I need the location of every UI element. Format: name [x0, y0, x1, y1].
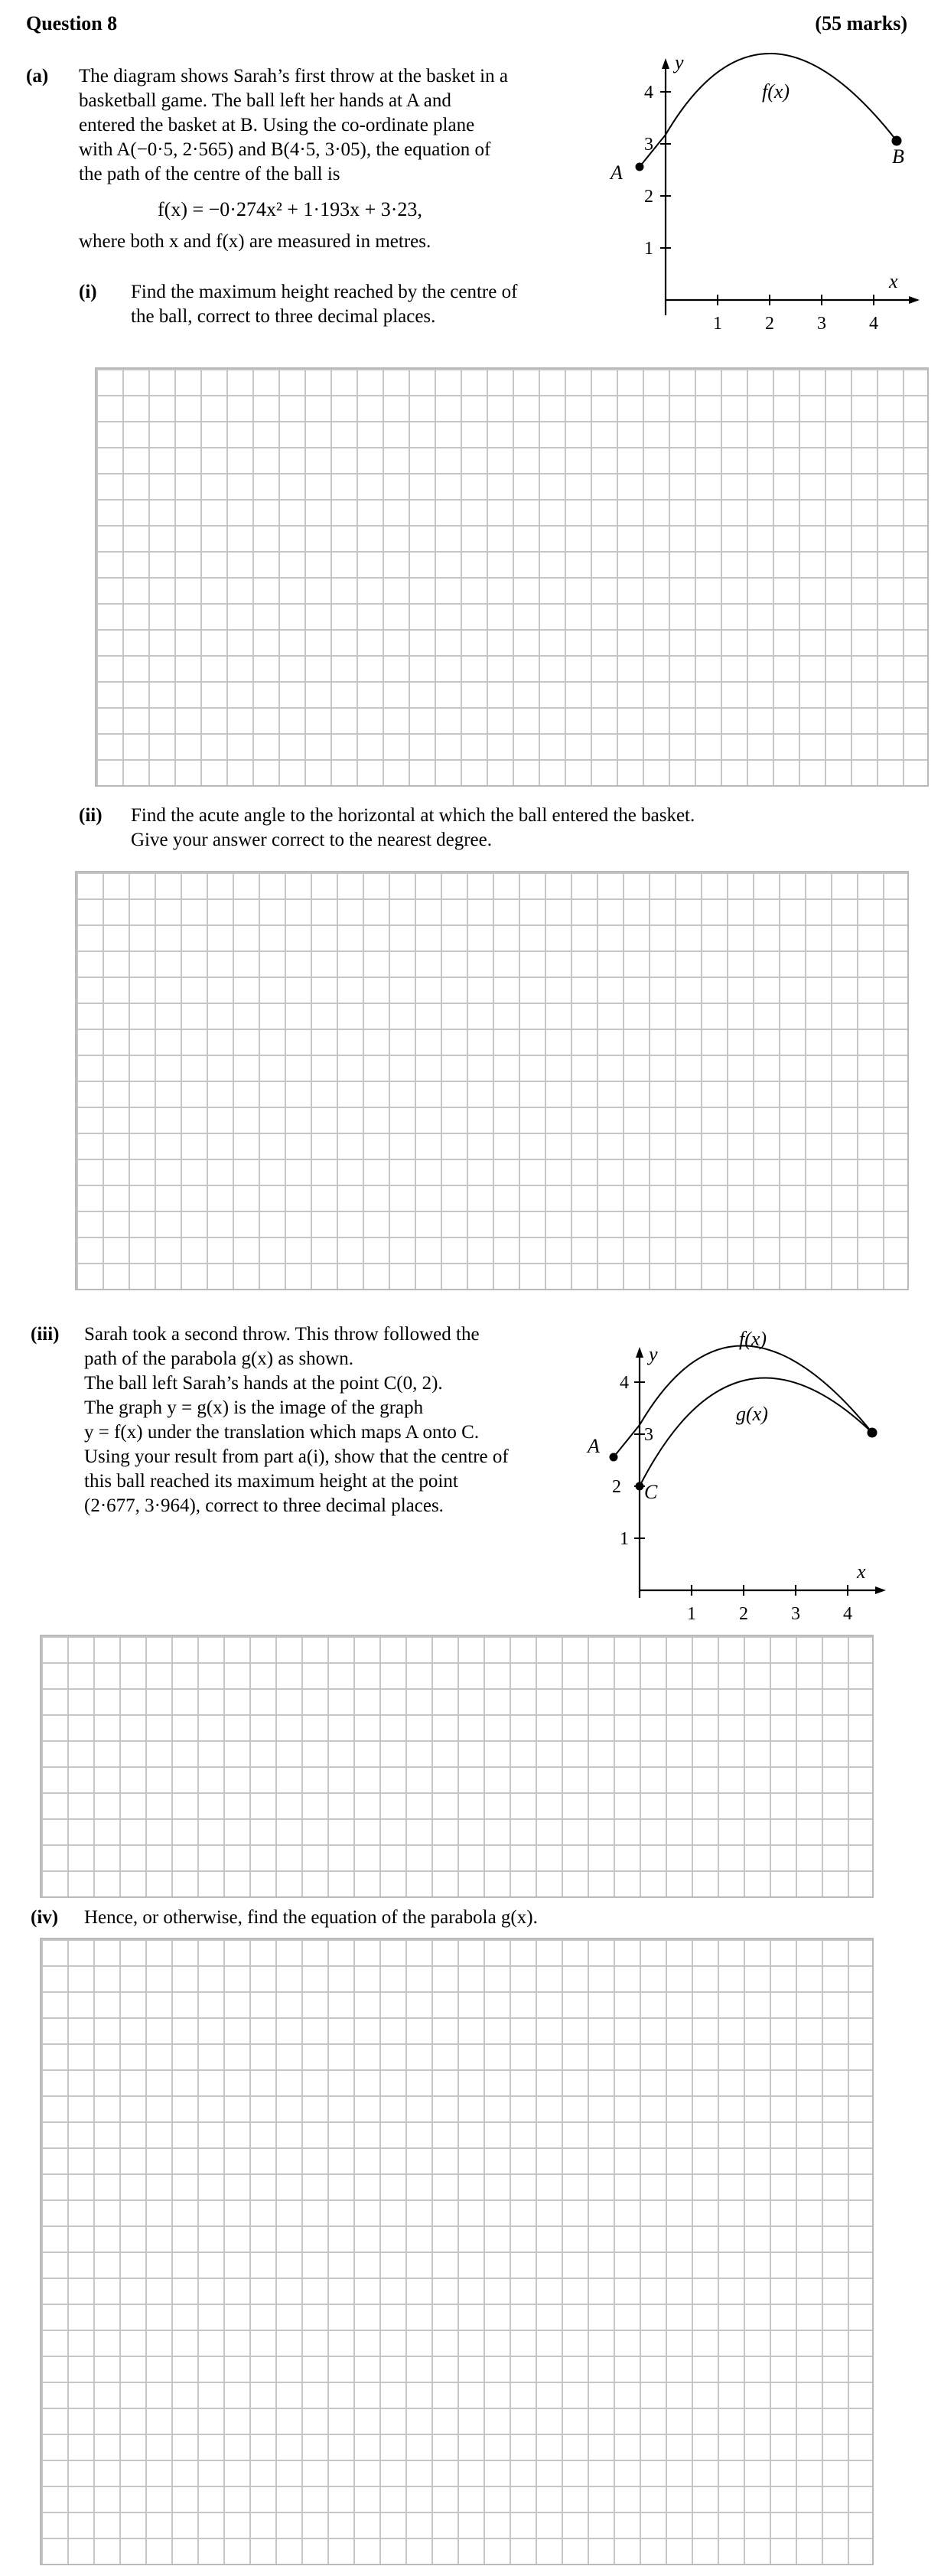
- answer-grid-part-ii[interactable]: [75, 871, 909, 1290]
- part-iii-line: y = f(x) under the translation which maps A onto C.: [84, 1422, 480, 1443]
- part-a-line: basketball game. The ball left her hands at A and: [79, 90, 451, 111]
- part-a-line: with A(−0·5, 2·565) and B(4·5, 3·05), the equation of: [79, 139, 491, 160]
- part-iii-line: Using your result from part a(i), show that the centre of: [84, 1446, 509, 1467]
- part-iii-line: path of the parabola g(x) as shown.: [84, 1348, 353, 1369]
- part-ii-line: Find the acute angle to the horizontal at which the ball entered the basket.: [131, 805, 695, 826]
- x-axis-label: x: [857, 1560, 866, 1583]
- x-tick-label: 4: [843, 1604, 852, 1624]
- part-a-text: [79, 64, 599, 187]
- part-iii-line: (2·677, 3·964), correct to three decimal places.: [84, 1495, 444, 1516]
- point-c-marker: [636, 1482, 644, 1491]
- y-tick-label: 4: [620, 1373, 629, 1393]
- x-tick-label: 1: [687, 1604, 696, 1624]
- y-tick-label: 4: [644, 83, 653, 103]
- x-axis-label: x: [889, 270, 898, 292]
- answer-grid-part-iv[interactable]: [40, 1938, 874, 2565]
- part-iii-label: (iii): [31, 1324, 60, 1345]
- part-iii-text: [84, 1322, 589, 1518]
- question-marks: (55 marks): [815, 12, 907, 34]
- answer-grid-part-i[interactable]: [95, 367, 929, 787]
- x-tick-label: 3: [791, 1604, 800, 1624]
- part-a-label: (a): [26, 66, 49, 86]
- part-a-line: entered the basket at B. Using the co-ordinate plane: [79, 115, 475, 135]
- part-i-text: [131, 280, 605, 329]
- part-i-label: (i): [79, 282, 97, 302]
- part-i-line: the ball, correct to three decimal places.: [131, 306, 436, 327]
- part-ii-line: Give your answer correct to the nearest degree.: [131, 830, 492, 850]
- part-a-line: The diagram shows Sarah’s first throw at the basket in a: [79, 66, 508, 86]
- curve-f-label: f(x): [762, 80, 790, 103]
- part-iii-line: Sarah took a second throw. This throw followed the: [84, 1324, 480, 1345]
- x-tick-label: 3: [817, 314, 826, 334]
- part-iii-line: this ball reached its maximum height at the point: [84, 1471, 458, 1492]
- y-tick-label: 2: [612, 1477, 621, 1497]
- part-a-after-equation: where both x and f(x) are measured in metres.: [79, 231, 431, 252]
- x-tick-label: 4: [869, 314, 878, 334]
- x-tick-label: 2: [765, 314, 774, 334]
- answer-grid-part-iii[interactable]: [40, 1635, 874, 1898]
- basket-point-marker: [868, 1428, 878, 1438]
- y-axis-label: y: [649, 1343, 658, 1365]
- point-a-marker: [610, 1453, 618, 1462]
- part-ii-text: [131, 804, 896, 853]
- part-ii-label: (ii): [79, 805, 103, 826]
- point-b-label: B: [892, 145, 904, 168]
- graph-f-and-g: [566, 1316, 903, 1624]
- point-c-label: C: [644, 1481, 658, 1503]
- y-axis-arrow-icon: [662, 58, 669, 69]
- y-tick-label: 1: [620, 1529, 629, 1549]
- point-a-label: A: [588, 1435, 600, 1457]
- question-title: Question 8: [26, 12, 118, 34]
- graph-f: [589, 46, 926, 344]
- x-tick-label: 2: [739, 1604, 748, 1624]
- part-iv-text: Hence, or otherwise, find the equation of the parabola g(x).: [84, 1907, 538, 1928]
- part-i-line: Find the maximum height reached by the centre of: [131, 282, 518, 302]
- part-iii-line: The graph y = g(x) is the image of the graph: [84, 1397, 424, 1418]
- y-axis-label: y: [675, 51, 684, 73]
- y-tick-label: 3: [644, 135, 653, 155]
- y-tick-label: 2: [644, 187, 653, 207]
- part-iii-line: The ball left Sarah’s hands at the point C(0, 2).: [84, 1373, 443, 1394]
- curve-f-label: f(x): [739, 1328, 767, 1350]
- y-axis-arrow-icon: [636, 1347, 643, 1358]
- point-a-label: A: [611, 161, 623, 184]
- x-tick-label: 1: [713, 314, 722, 334]
- y-tick-label: 3: [644, 1425, 653, 1445]
- point-a-marker: [636, 163, 644, 171]
- x-axis-arrow-icon: [875, 1586, 886, 1594]
- y-tick-label: 1: [644, 239, 653, 259]
- part-iv-label: (iv): [31, 1907, 59, 1928]
- x-axis-arrow-icon: [909, 296, 920, 304]
- part-a-line: the path of the centre of the ball is: [79, 164, 340, 184]
- part-a-equation: f(x) = −0·274x² + 1·193x + 3·23,: [158, 198, 422, 220]
- curve-g-label: g(x): [736, 1403, 768, 1425]
- point-b-marker: [892, 136, 902, 146]
